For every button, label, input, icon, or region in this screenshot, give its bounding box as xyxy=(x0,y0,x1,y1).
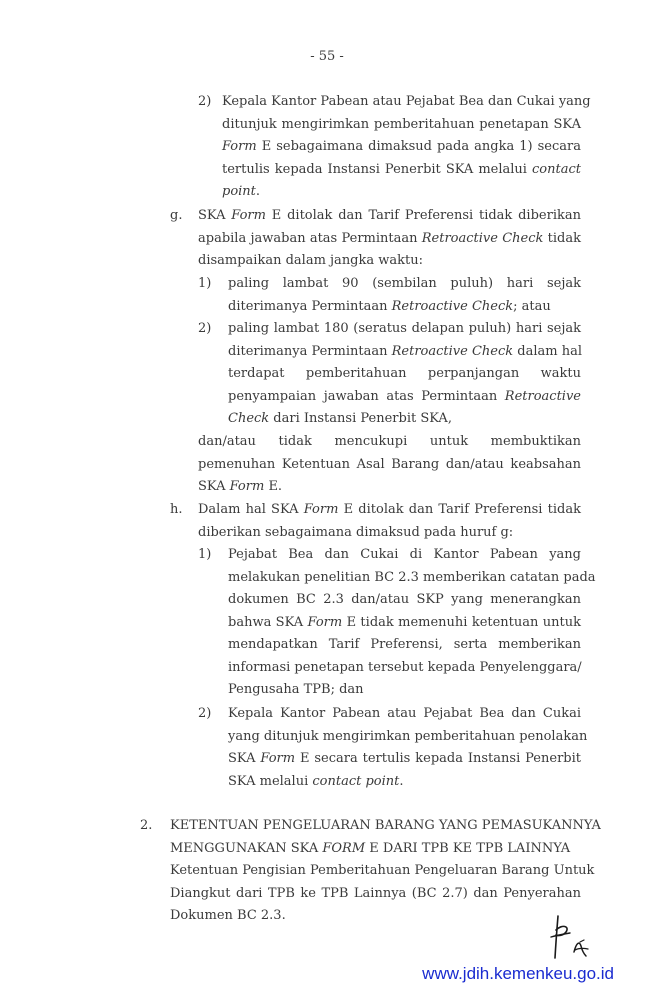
text-line: terdapat pemberitahuan perpanjangan waktu xyxy=(228,366,581,381)
text-line: dan/atau tidak mencukupi untuk membuktikan xyxy=(198,434,581,449)
text-segment: diterimanya Permintaan xyxy=(228,298,392,314)
list-marker: 1) xyxy=(198,276,212,291)
text-segment: tidak xyxy=(543,230,581,246)
text-line: Diangkut dari TPB ke TPB Lainnya (BC 2.7) dan Penyerahan xyxy=(170,885,581,901)
list-marker: 2) xyxy=(198,706,212,721)
text-line: Kepala Kantor Pabean atau Pejabat Bea dan Cukai xyxy=(228,706,581,721)
text-line xyxy=(228,612,581,635)
text-segment: E ditolak dan Tarif Preferensi tidak diberikan xyxy=(265,208,581,223)
text-segment: E ditolak dan Tarif Preferensi tidak xyxy=(338,502,581,517)
text-line: Dokumen BC 2.3. xyxy=(170,908,286,923)
list-item-g-1 xyxy=(228,273,581,318)
italic-term: point xyxy=(222,184,256,199)
text-line: diberikan sebagaimana dimaksud pada huruf g: xyxy=(198,524,514,540)
list-item-h xyxy=(198,499,581,544)
text-segment: tertulis kepada Instansi Penerbit SKA melalui xyxy=(222,161,533,177)
text-line: dokumen BC 2.3 dan/atau SKP yang menerangkan xyxy=(228,592,581,607)
text-line: paling lambat 90 (sembilan puluh) hari sejak xyxy=(228,276,581,291)
italic-term: contact xyxy=(532,161,581,177)
italic-term: Form xyxy=(260,751,296,766)
italic-term: Retroactive Check xyxy=(391,298,514,314)
text-line xyxy=(228,771,581,794)
text-segment: penyampaian jawaban atas Permintaan xyxy=(228,388,505,404)
text-segment: . xyxy=(399,773,404,789)
section-number: 2. xyxy=(140,818,153,833)
text-line: melakukan penelitian BC 2.3 memberikan catatan pada xyxy=(228,569,596,585)
italic-term: Check xyxy=(228,411,270,426)
text-line: mendapatkan Tarif Preferensi, serta memberikan xyxy=(228,637,581,652)
text-segment: ; atau xyxy=(513,298,551,314)
text-segment: SKA xyxy=(228,751,261,766)
list-item-g xyxy=(198,205,581,273)
text-line: ditunjuk mengirimkan pemberitahuan penetapan SKA xyxy=(222,116,581,132)
italic-term: contact point xyxy=(312,773,400,789)
text-segment: MENGGUNAKAN SKA xyxy=(170,840,323,856)
italic-term: Form xyxy=(231,208,266,223)
text-segment: bahwa SKA xyxy=(228,614,308,630)
page-number: - 55 - xyxy=(310,49,344,64)
initials-signature xyxy=(546,910,596,964)
section-2 xyxy=(170,815,601,928)
list-item-top-2 xyxy=(222,91,591,204)
text-line xyxy=(222,159,581,182)
italic-term: Form xyxy=(307,614,343,630)
text-line xyxy=(228,296,581,319)
text-line xyxy=(198,476,581,499)
text-line: Ketentuan Pengisian Pemberitahuan Pengeluaran Barang Untuk xyxy=(170,863,595,878)
text-line xyxy=(228,408,581,431)
italic-term: Retroactive Check xyxy=(421,230,544,246)
text-segment: Dalam hal SKA xyxy=(198,502,304,517)
italic-term: Form xyxy=(229,479,265,494)
text-line xyxy=(222,181,581,204)
list-item-h-1 xyxy=(228,544,596,702)
italic-term: Form xyxy=(303,502,339,517)
text-segment: E tidak memenuhi ketentuan untuk xyxy=(342,614,581,630)
text-line: Kepala Kantor Pabean atau Pejabat Bea dan Cukai yang xyxy=(222,94,591,109)
list-item-g-2 xyxy=(228,318,581,431)
list-marker: h. xyxy=(170,502,183,517)
section-heading-line xyxy=(170,838,581,861)
text-segment: E secara tertulis kepada Instansi Penerbit xyxy=(295,751,581,766)
list-marker: 2) xyxy=(198,321,212,336)
list-marker: 1) xyxy=(198,547,212,562)
text-line: Pejabat Bea dan Cukai di Kantor Pabean yang xyxy=(228,547,581,562)
item-g-tail xyxy=(198,431,581,499)
italic-term: Form xyxy=(222,139,257,154)
text-line xyxy=(198,499,581,522)
text-line: informasi penetapan tersebut kepada Penyelenggara/ xyxy=(228,659,582,675)
text-segment: E sebagaimana dimaksud pada angka 1) secara xyxy=(256,139,581,154)
list-marker: 2) xyxy=(198,94,212,109)
text-line: paling lambat 180 (seratus delapan puluh) hari sejak xyxy=(228,321,581,336)
text-line: yang ditunjuk mengirimkan pemberitahuan penolakan xyxy=(228,728,588,744)
text-segment: SKA xyxy=(198,208,232,223)
section-heading-line: KETENTUAN PENGELUARAN BARANG YANG PEMASUKANNYA xyxy=(170,818,601,833)
italic-term: Retroactive Check xyxy=(391,343,514,359)
text-segment: E. xyxy=(264,479,283,494)
text-segment: E DARI TPB KE TPB LAINNYA xyxy=(365,840,571,856)
text-segment: dari Instansi Penerbit SKA, xyxy=(269,411,452,426)
list-marker: g. xyxy=(170,208,183,223)
text-line xyxy=(198,228,581,251)
text-line: Pengusaha TPB; dan xyxy=(228,682,364,697)
text-line: pemenuhan Ketentuan Asal Barang dan/atau keabsahan xyxy=(198,456,581,472)
text-segment: diterimanya Permintaan xyxy=(228,343,392,359)
text-segment: apabila jawaban atas Permintaan xyxy=(198,230,422,246)
text-line xyxy=(228,386,581,409)
website-link[interactable]: www.jdih.kemenkeu.go.id xyxy=(422,964,614,983)
text-line xyxy=(228,748,581,771)
list-item-h-2 xyxy=(228,703,588,793)
text-line xyxy=(222,136,581,159)
text-segment: . xyxy=(255,184,261,199)
italic-term: FORM xyxy=(322,840,366,856)
text-segment: SKA melalui xyxy=(228,773,313,789)
text-segment: dalam hal xyxy=(513,343,582,359)
text-line xyxy=(198,205,581,228)
text-line: disampaikan dalam jangka waktu: xyxy=(198,253,423,268)
text-segment: SKA xyxy=(198,479,230,494)
italic-term: Retroactive xyxy=(504,388,581,404)
text-line xyxy=(228,341,581,364)
